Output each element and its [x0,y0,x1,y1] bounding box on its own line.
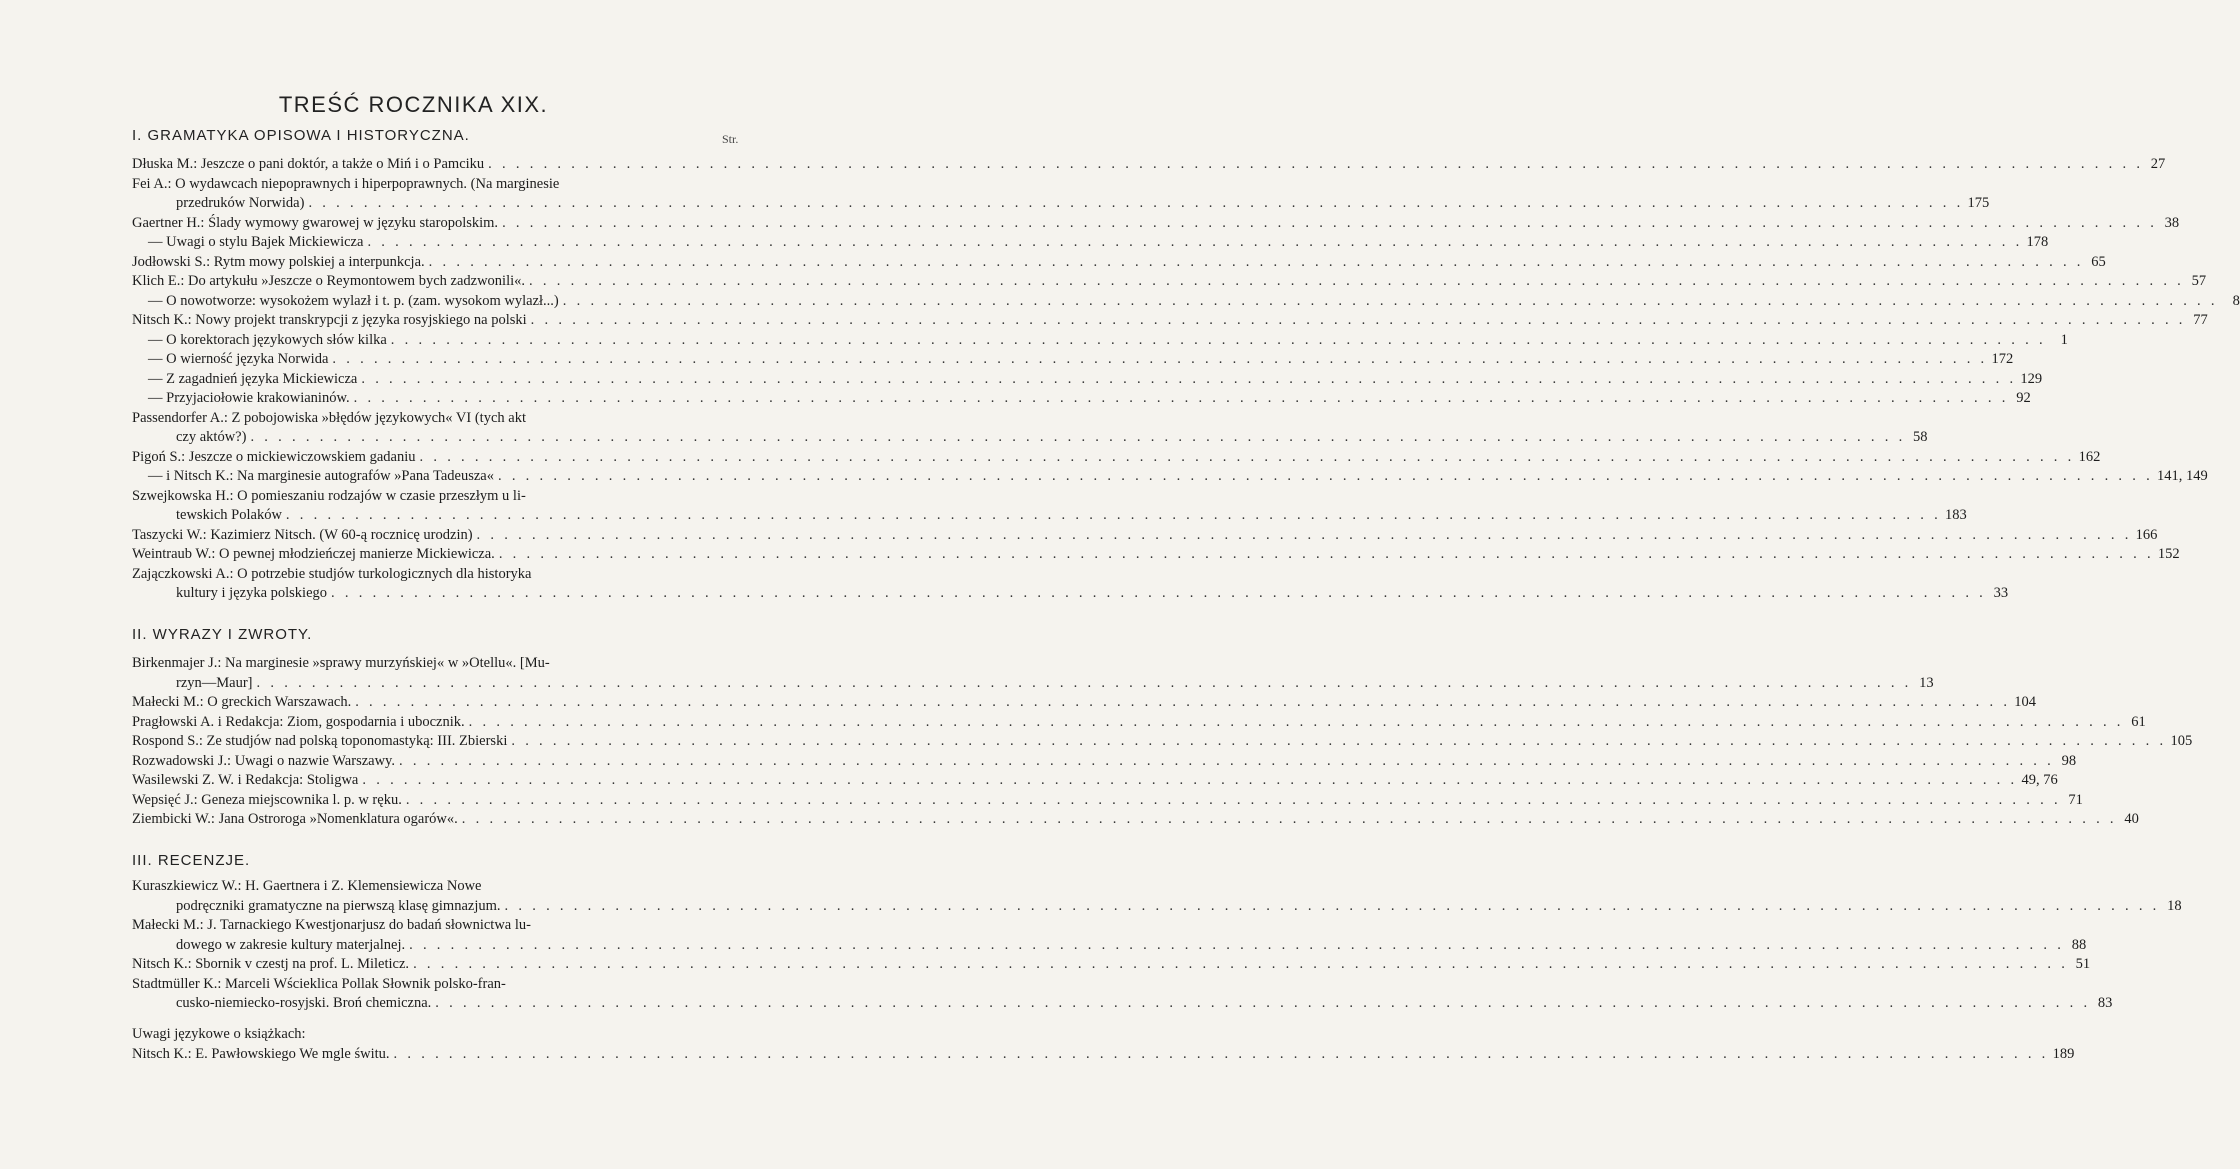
toc-entry-text: — O wierność języka Norwida [148,351,329,367]
toc-page-number: 88 [2071,936,2087,953]
toc-page-number: 172 [1991,351,2014,367]
toc-entry-text: Wasilewski Z. W. i Redakcja: Stoligwa [132,772,359,788]
toc-page-number: 83 [2097,995,2113,1011]
dot-leader: . . . . . . . . . . . . . . . . . . . . . . . . . . . . . . . . . . . . . . . . . . . . . . . . . . . . . . . . . . . . . . . . . . . . . . . . . . . . . . . . . . . . . . . . . . . . . . . . . . . . . . . . . . . . . . . . . . . . . . . . [409,936,2065,953]
dot-leader: . . . . . . . . . . . . . . . . . . . . . . . . . . . . . . . . . . . . . . . . . . . . . . . . . . . . . . . . . . . . . . . . . . . . . . . . . . . . . . . . . . . . . . . . . . . . . . . . . . . . . . . . . . . . . . . . . . . . . . . . [308,195,1964,211]
toc-entry-text: przedruków Norwida) [176,195,305,211]
toc-entry-text: tewskich Polaków [176,507,282,523]
toc-page-number: 38 [2164,214,2180,231]
dot-leader: . . . . . . . . . . . . . . . . . . . . . . . . . . . . . . . . . . . . . . . . . . . . . . . . . . . . . . . . . . . . . . . . . . . . . . . . . . . . . . . . . . . . . . . . . . . . . . . . . . . . . . . . . . . . . . . . . . . . . . . . [367,234,2023,250]
toc-entry-text: Kuraszkiewicz W.: H. Gaertnera i Z. Klemensiewicza Nowe [132,878,482,894]
toc-entry-text: Szwejkowska H.: O pomieszaniu rodzajów w czasie przeszłym u li- [132,487,526,504]
page-title: TREŚĆ ROCZNIKA XIX. [278,92,549,117]
toc-page-number: 178 [2026,234,2049,250]
section-heading-3: III. RECENZJE. [132,852,251,869]
toc-page-number: 51 [2075,956,2091,972]
toc-entry-text: Nitsch K.: E. Pawłowskiego We mgle świtu. [132,1046,390,1062]
section-heading-2: II. WYRAZY I ZWROTY. [132,626,313,643]
toc-entry-text: — Uwagi o stylu Bajek Mickiewicza [148,234,364,250]
toc-entry-text: czy aktów?) [176,429,247,445]
dot-leader: . . . . . . . . . . . . . . . . . . . . . . . . . . . . . . . . . . . . . . . . . . . . . . . . . . . . . . . . . . . . . . . . . . . . . . . . . . . . . . . . . . . . . . . . . . . . . . . . . . . . . . . . . . . . . . . . . . . . . . . . [332,351,1988,367]
toc-entry [132,467,2208,487]
dot-leader: . . . . . . . . . . . . . . . . . . . . . . . . . . . . . . . . . . . . . . . . . . . . . . . . . . . . . . . . . . . . . . . . . . . . . . . . . . . . . . . . . . . . . . . . . . . . . . . . . . . . . . . . . . . . . . . . . . . . . . . . [250,429,1906,445]
toc-page-number: 98 [2061,752,2077,769]
dot-leader: . . . . . . . . . . . . . . . . . . . . . . . . . . . . . . . . . . . . . . . . . . . . . . . . . . . . . . . . . . . . . . . . . . . . . . . . . . . . . . . . . . . . . . . . . . . . . . . . . . . . . . . . . . . . . . . . . . . . . . . . [511,733,2167,749]
toc-page-number: 65 [2091,253,2106,270]
toc-entry-text: Gaertner H.: Ślady wymowy gwarowej w języku staropolskim. [132,214,499,231]
toc-entry [132,1045,2075,1065]
dot-leader: . . . . . . . . . . . . . . . . . . . . . . . . . . . . . . . . . . . . . . . . . . . . . . . . . . . . . . . . . . . . . . . . . . . . . . . . . . . . . . . . . . . . . . . . . . . . . . . . . . . . . . . . . . . . . . . . . . . . . . . . [529,273,2185,289]
dot-leader: . . . . . . . . . . . . . . . . . . . . . . . . . . . . . . . . . . . . . . . . . . . . . . . . . . . . . . . . . . . . . . . . . . . . . . . . . . . . . . . . . . . . . . . . . . . . . . . . . . . . . . . . . . . . . . . . . . . . . . . . [468,713,2124,730]
toc-page-number: 162 [2078,448,2101,465]
toc-entry [132,771,2058,791]
dot-leader: . . . . . . . . . . . . . . . . . . . . . . . . . . . . . . . . . . . . . . . . . . . . . . . . . . . . . . . . . . . . . . . . . . . . . . . . . . . . . . . . . . . . . . . . . . . . . . . . . . . . . . . . . . . . . . . . . . . . . . . . [419,448,2075,465]
toc-page-number: 71 [2068,791,2083,808]
toc-page-number: 58 [1913,429,1928,445]
dot-leader: . . . . . . . . . . . . . . . . . . . . . . . . . . . . . . . . . . . . . . . . . . . . . . . . . . . . . . . . . . . . . . . . . . . . . . . . . . . . . . . . . . . . . . . . . . . . . . . . . . . . . . . . . . . . . . . . . . . . . . . . [256,674,1912,691]
dot-leader: . . . . . . . . . . . . . . . . . . . . . . . . . . . . . . . . . . . . . . . . . . . . . . . . . . . . . . . . . . . . . . . . . . . . . . . . . . . . . . . . . . . . . . . . . . . . . . . . . . . . . . . . . . . . . . . . . . . . . . . . [504,897,2160,914]
toc-entry [132,292,2240,312]
notes-entries [132,1045,2075,1065]
dot-leader: . . . . . . . . . . . . . . . . . . . . . . . . . . . . . . . . . . . . . . . . . . . . . . . . . . . . . . . . . . . . . . . . . . . . . . . . . . . . . . . . . . . . . . . . . . . . . . . . . . . . . . . . . . . . . . . . . . . . . . . . [530,312,2186,328]
toc-entry-text: — O korektorach językowych słów kilka [148,331,387,348]
toc-page-number: 40 [2124,811,2139,827]
toc-entry [132,526,2158,546]
toc-page-number: 27 [2150,156,2166,172]
toc-entry-text: Małecki M.: J. Tarnackiego Kwestjonarjusz do badań słownictwa lu- [132,917,531,933]
toc-entry-text: Taszycki W.: Kazimierz Nitsch. (W 60-ą rocznicę urodzin) [132,526,473,543]
toc-page-number: 33 [1993,585,2009,601]
dot-leader: . . . . . . . . . . . . . . . . . . . . . . . . . . . . . . . . . . . . . . . . . . . . . . . . . . . . . . . . . . . . . . . . . . . . . . . . . . . . . . . . . . . . . . . . . . . . . . . . . . . . . . . . . . . . . . . . . . . . . . . . [353,390,2009,406]
toc-entry [132,155,2166,175]
dot-leader: . . . . . . . . . . . . . . . . . . . . . . . . . . . . . . . . . . . . . . . . . . . . . . . . . . . . . . . . . . . . . . . . . . . . . . . . . . . . . . . . . . . . . . . . . . . . . . . . . . . . . . . . . . . . . . . . . . . . . . . . [435,995,2091,1011]
toc-entry [132,409,1928,448]
toc-entry-text: Nitsch K.: Sbornik v czestj na prof. L. Mileticz. [132,956,410,972]
toc-entry-text: podręczniki gramatyczne na pierwszą klasę gimnazjum. [176,897,501,914]
toc-entry [132,654,1934,693]
toc-entry [132,331,2068,351]
dot-leader: . . . . . . . . . . . . . . . . . . . . . . . . . . . . . . . . . . . . . . . . . . . . . . . . . . . . . . . . . . . . . . . . . . . . . . . . . . . . . . . . . . . . . . . . . . . . . . . . . . . . . . . . . . . . . . . . . . . . . . . . [562,292,2218,309]
toc-entry [132,487,1967,526]
toc-page-number: 152 [2157,546,2180,562]
toc-entry [132,175,1990,214]
dot-leader: . . . . . . . . . . . . . . . . . . . . . . . . . . . . . . . . . . . . . . . . . . . . . . . . . . . . . . . . . . . . . . . . . . . . . . . . . . . . . . . . . . . . . . . . . . . . . . . . . . . . . . . . . . . . . . . . . . . . . . . . [399,752,2055,769]
toc-entry-text: Klich E.: Do artykułu »Jeszcze o Reymontowem bych zadzwonili«. [132,273,526,289]
toc-page-number: 189 [2052,1046,2075,1062]
dot-leader: . . . . . . . . . . . . . . . . . . . . . . . . . . . . . . . . . . . . . . . . . . . . . . . . . . . . . . . . . . . . . . . . . . . . . . . . . . . . . . . . . . . . . . . . . . . . . . . . . . . . . . . . . . . . . . . . . . . . . . . . [497,468,2154,484]
dot-leader: . . . . . . . . . . . . . . . . . . . . . . . . . . . . . . . . . . . . . . . . . . . . . . . . . . . . . . . . . . . . . . . . . . . . . . . . . . . . . . . . . . . . . . . . . . . . . . . . . . . . . . . . . . . . . . . . . . . . . . . . [355,694,2011,710]
toc-entry-text: Passendorfer A.: Z pobojowiska »błędów językowych« VI (tych akt [132,409,526,426]
toc-entry [132,233,2049,253]
toc-entry-text: Rospond S.: Ze studjów nad polską toponomastyką: III. Zbierski [132,733,508,749]
dot-leader: . . . . . . . . . . . . . . . . . . . . . . . . . . . . . . . . . . . . . . . . . . . . . . . . . . . . . . . . . . . . . . . . . . . . . . . . . . . . . . . . . . . . . . . . . . . . . . . . . . . . . . . . . . . . . . . . . . . . . . . . [285,507,1941,523]
toc-entry-text: — Z zagadnień języka Mickiewicza [148,370,358,387]
toc-entry [132,448,2101,468]
toc-entry-text: kultury i języka polskiego [176,585,328,601]
toc-entry-text: Weintraub W.: O pewnej młodzieńczej manierze Mickiewicza. [132,546,495,562]
section-heading-1: I. GRAMATYKA OPISOWA I HISTORYCZNA. [132,127,470,144]
notes-label: Uwagi językowe o książkach: [132,1026,306,1042]
toc-page-number: 18 [2167,897,2182,914]
dot-leader: . . . . . . . . . . . . . . . . . . . . . . . . . . . . . . . . . . . . . . . . . . . . . . . . . . . . . . . . . . . . . . . . . . . . . . . . . . . . . . . . . . . . . . . . . . . . . . . . . . . . . . . . . . . . . . . . . . . . . . . . [405,791,2061,808]
toc-entry [132,752,2077,772]
toc-page-number: 13 [1919,674,1934,691]
toc-entry-text: Birkenmajer J.: Na marginesie »sprawy murzyńskiej« w »Otellu«. [Mu- [132,655,550,671]
toc-entry-text: Nitsch K.: Nowy projekt transkrypcji z języka rosyjskiego na polski [132,312,527,328]
dot-leader: . . . . . . . . . . . . . . . . . . . . . . . . . . . . . . . . . . . . . . . . . . . . . . . . . . . . . . . . . . . . . . . . . . . . . . . . . . . . . . . . . . . . . . . . . . . . . . . . . . . . . . . . . . . . . . . . . . . . . . . . [393,1046,2049,1062]
toc-entry [132,253,2106,273]
toc-page-number: 1 [2060,331,2068,348]
toc-entry-text: Małecki M.: O greckich Warszawach. [132,694,352,710]
toc-page-number: 183 [1945,507,1967,523]
toc-entry-text: Jodłowski S.: Rytm mowy polskiej a interpunkcja. [132,253,425,270]
toc-entry-text: Pragłowski A. i Redakcja: Ziom, gospodarnia i ubocznik. [132,713,465,730]
toc-entry-text: Stadtmüller K.: Marceli Wścieklica Pollak Słownik polsko-fran- [132,975,506,992]
toc-page-number: 129 [2020,370,2043,387]
section-1-entries [132,155,2240,604]
toc-page-number: 104 [2014,694,2037,710]
toc-entry [132,877,2182,916]
toc-entry [132,545,2180,565]
toc-entry [132,713,2146,733]
toc-entry [132,732,2193,752]
toc-page-number: 166 [2135,526,2158,543]
toc-entry-text: Ziembicki W.: Jana Ostroroga »Nomenklatura ogarów«. [132,811,458,827]
toc-page-number: 175 [1967,195,1990,211]
toc-entry-text: Wepsięć J.: Geneza miejscownika l. p. w ręku. [132,791,402,808]
dot-leader: . . . . . . . . . . . . . . . . . . . . . . . . . . . . . . . . . . . . . . . . . . . . . . . . . . . . . . . . . . . . . . . . . . . . . . . . . . . . . . . . . . . . . . . . . . . . . . . . . . . . . . . . . . . . . . . . . . . . . . . . [498,546,2154,562]
toc-page-number: 49, 76 [2021,772,2058,788]
section-2-entries [132,654,2193,830]
toc-entry [132,693,2037,713]
toc-entry-text: Zajączkowski A.: O potrzebie studjów turkologicznych dla historyka [132,565,532,582]
toc-entry [132,389,2031,409]
toc-entry-text: Pigoń S.: Jeszcze o mickiewiczowskiem gadaniu [132,448,416,465]
toc-entry-text: — O nowotworze: wysokożem wylazł i t. p. (zam. wysokom wylazł...) [148,292,559,309]
toc-entry [132,370,2043,390]
page-column-label: Str. [722,132,739,146]
dot-leader: . . . . . . . . . . . . . . . . . . . . . . . . . . . . . . . . . . . . . . . . . . . . . . . . . . . . . . . . . . . . . . . . . . . . . . . . . . . . . . . . . . . . . . . . . . . . . . . . . . . . . . . . . . . . . . . . . . . . . . . . [331,585,1987,601]
toc-entry-text: Fei A.: O wydawcach niepoprawnych i hiperpoprawnych. (Na marginesie [132,175,560,192]
toc-entry-text: rzyn—Maur] [176,674,253,691]
toc-entry [132,916,2087,955]
toc-page-number: 77 [2193,312,2208,328]
toc-page-number: 61 [2131,713,2146,730]
toc-entry [132,810,2139,830]
toc-page-number: 8 [2232,292,2240,309]
dot-leader: . . . . . . . . . . . . . . . . . . . . . . . . . . . . . . . . . . . . . . . . . . . . . . . . . . . . . . . . . . . . . . . . . . . . . . . . . . . . . . . . . . . . . . . . . . . . . . . . . . . . . . . . . . . . . . . . . . . . . . . . [362,772,2018,788]
dot-leader: . . . . . . . . . . . . . . . . . . . . . . . . . . . . . . . . . . . . . . . . . . . . . . . . . . . . . . . . . . . . . . . . . . . . . . . . . . . . . . . . . . . . . . . . . . . . . . . . . . . . . . . . . . . . . . . . . . . . . . . . [361,370,2017,387]
toc-entry [132,214,2180,234]
toc-entry [132,350,2014,370]
dot-leader: . . . . . . . . . . . . . . . . . . . . . . . . . . . . . . . . . . . . . . . . . . . . . . . . . . . . . . . . . . . . . . . . . . . . . . . . . . . . . . . . . . . . . . . . . . . . . . . . . . . . . . . . . . . . . . . . . . . . . . . . [461,811,2117,827]
toc-entry-text: Dłuska M.: Jeszcze o pani doktór, a także o Miń i o Pamciku [132,156,485,172]
toc-entry [132,311,2208,331]
toc-entry [132,791,2083,811]
dot-leader: . . . . . . . . . . . . . . . . . . . . . . . . . . . . . . . . . . . . . . . . . . . . . . . . . . . . . . . . . . . . . . . . . . . . . . . . . . . . . . . . . . . . . . . . . . . . . . . . . . . . . . . . . . . . . . . . . . . . . . . . [476,526,2132,543]
toc-page-number: 57 [2191,273,2207,289]
toc-entry [132,565,2009,604]
toc-page-number: 92 [2016,390,2031,406]
toc-entry [132,955,2091,975]
dot-leader: . . . . . . . . . . . . . . . . . . . . . . . . . . . . . . . . . . . . . . . . . . . . . . . . . . . . . . . . . . . . . . . . . . . . . . . . . . . . . . . . . . . . . . . . . . . . . . . . . . . . . . . . . . . . . . . . . . . . . . . . [390,331,2046,348]
dot-leader: . . . . . . . . . . . . . . . . . . . . . . . . . . . . . . . . . . . . . . . . . . . . . . . . . . . . . . . . . . . . . . . . . . . . . . . . . . . . . . . . . . . . . . . . . . . . . . . . . . . . . . . . . . . . . . . . . . . . . . . . [413,956,2069,972]
toc-page-number: 141, 149 [2157,468,2208,484]
toc-entry-text: — i Nitsch K.: Na marginesie autografów »Pana Tadeusza« [148,468,494,484]
toc-entry [132,272,2207,292]
toc-entry-text: cusko-niemiecko-rosyjski. Broń chemiczna. [176,995,432,1011]
toc-entry [132,975,2113,1014]
dot-leader: . . . . . . . . . . . . . . . . . . . . . . . . . . . . . . . . . . . . . . . . . . . . . . . . . . . . . . . . . . . . . . . . . . . . . . . . . . . . . . . . . . . . . . . . . . . . . . . . . . . . . . . . . . . . . . . . . . . . . . . . [428,253,2084,270]
toc-entry-text: dowego w zakresie kultury materjalnej. [176,936,406,953]
dot-leader: . . . . . . . . . . . . . . . . . . . . . . . . . . . . . . . . . . . . . . . . . . . . . . . . . . . . . . . . . . . . . . . . . . . . . . . . . . . . . . . . . . . . . . . . . . . . . . . . . . . . . . . . . . . . . . . . . . . . . . . . [502,214,2158,231]
toc-entry-text: — Przyjaciołowie krakowianinów. [148,390,350,406]
toc-page-number: 105 [2170,733,2193,749]
toc-entry-text: Rozwadowski J.: Uwagi o nazwie Warszawy. [132,752,395,769]
section-3-entries [132,877,2182,1014]
dot-leader: . . . . . . . . . . . . . . . . . . . . . . . . . . . . . . . . . . . . . . . . . . . . . . . . . . . . . . . . . . . . . . . . . . . . . . . . . . . . . . . . . . . . . . . . . . . . . . . . . . . . . . . . . . . . . . . . . . . . . . . . [488,156,2144,172]
